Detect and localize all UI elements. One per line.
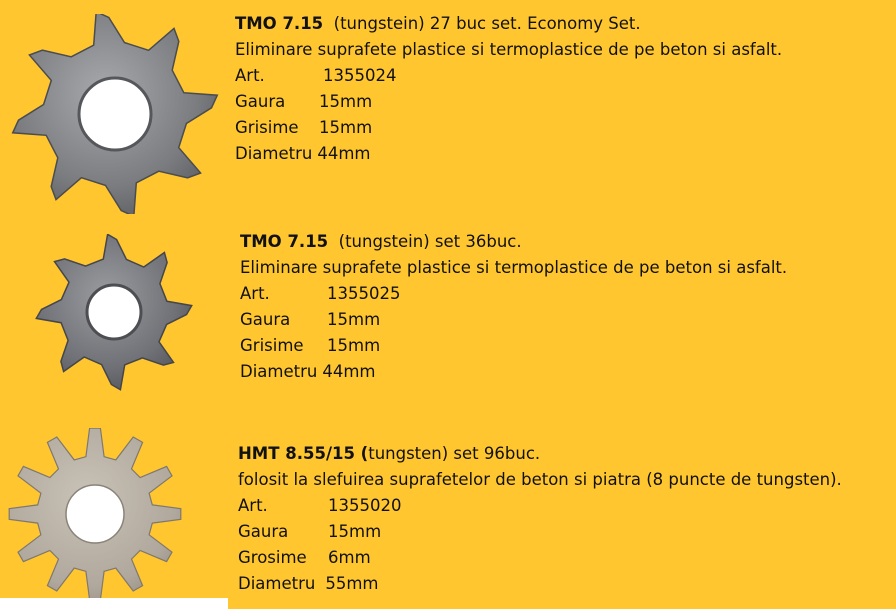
spec-label: Gaura xyxy=(238,522,289,541)
spec-label: Diametru xyxy=(235,144,313,163)
spec-row-gaura xyxy=(238,519,842,545)
product-title-rest: (tungstein) 27 buc set. Economy Set. xyxy=(323,14,641,33)
spec-value: 15mm xyxy=(327,310,381,329)
spec-value: 55mm xyxy=(325,574,379,593)
spec-label: Diametru xyxy=(238,574,316,593)
spec-label: Art. xyxy=(235,66,265,85)
bottom-white-strip xyxy=(0,598,228,609)
spec-label: Grisime xyxy=(235,118,299,137)
product-title-rest: (tungstein) set 36buc. xyxy=(328,232,522,251)
spec-label: Art. xyxy=(240,284,270,303)
spec-row-art xyxy=(238,493,842,519)
spec-row-grisime xyxy=(240,333,787,359)
spec-row-diametru xyxy=(235,141,782,167)
star-cutter-12-teeth-icon xyxy=(0,428,190,603)
product-code: HMT 8.55/15 ( xyxy=(238,444,369,463)
spec-row-diametru xyxy=(238,571,842,597)
product-description: Eliminare suprafete plastice si termoplastice de pe beton si asfalt. xyxy=(240,258,788,277)
spec-label: Grosime xyxy=(238,548,307,567)
spec-value: 6mm xyxy=(328,548,371,567)
product-description: folosit la slefuirea suprafetelor de beton si piatra (8 puncte de tungsten). xyxy=(238,470,842,489)
spec-value: 15mm xyxy=(327,336,381,355)
spec-row-art xyxy=(240,281,787,307)
spec-value: 15mm xyxy=(319,118,373,137)
spec-row-gaura xyxy=(235,89,782,115)
product-title xyxy=(238,441,842,467)
spec-value: 1355020 xyxy=(328,496,402,515)
spec-value: 15mm xyxy=(319,92,373,111)
spec-value: 1355024 xyxy=(323,66,397,85)
spec-row-art xyxy=(235,63,782,89)
spec-value: 1355025 xyxy=(327,284,401,303)
spec-row-gaura xyxy=(240,307,787,333)
spec-label: Art. xyxy=(238,496,268,515)
product-title xyxy=(240,229,787,255)
spec-value: 44mm xyxy=(322,362,376,381)
spec-value: 15mm xyxy=(328,522,382,541)
spec-label: Gaura xyxy=(235,92,286,111)
spec-value: 44mm xyxy=(317,144,371,163)
spec-label: Gaura xyxy=(240,310,291,329)
product-block-3 xyxy=(238,441,842,597)
product-code: TMO 7.15 xyxy=(240,232,329,251)
product-title xyxy=(235,11,782,37)
spec-row-grosime xyxy=(238,545,842,571)
milling-cutter-8-teeth-icon xyxy=(5,14,225,214)
product-description: Eliminare suprafete plastice si termoplastice de pe beton si asfalt. xyxy=(235,40,783,59)
spec-label: Grisime xyxy=(240,336,304,355)
product-title-rest: tungsten) set 96buc. xyxy=(368,444,541,463)
spec-label: Diametru xyxy=(240,362,318,381)
spec-row-diametru xyxy=(240,359,787,385)
product-block-2 xyxy=(240,229,787,385)
product-code: TMO 7.15 xyxy=(235,14,324,33)
milling-cutter-8-teeth-icon xyxy=(28,234,198,394)
spec-row-grisime xyxy=(235,115,782,141)
product-block-1 xyxy=(235,11,782,167)
